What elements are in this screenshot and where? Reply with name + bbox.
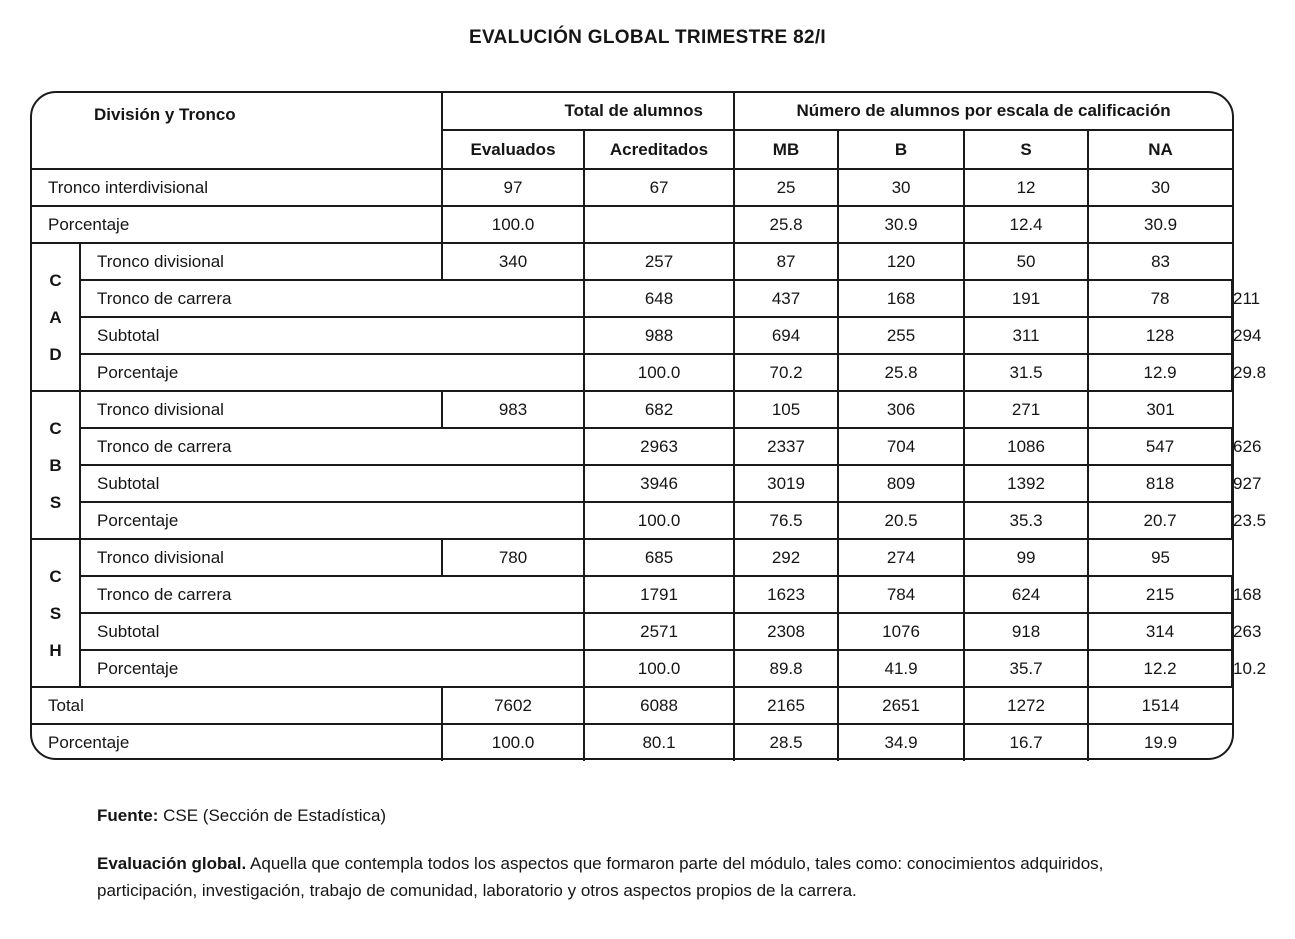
value-cell: 311	[964, 317, 1088, 354]
value-cell: 2963	[584, 428, 734, 465]
row-label: Porcentaje	[32, 724, 442, 761]
value-cell: 34.9	[838, 724, 964, 761]
value-cell: 25.8	[734, 206, 838, 243]
row-label: Subtotal	[80, 465, 584, 502]
value-cell: 685	[584, 539, 734, 576]
division-letter: C	[49, 566, 62, 586]
division-group-label	[32, 243, 80, 391]
value-cell: 83	[1088, 243, 1232, 280]
totals-row	[32, 724, 1232, 761]
value-cell: 1623	[734, 576, 838, 613]
division-letter: D	[49, 344, 62, 364]
division-letter: A	[49, 307, 62, 327]
row-label: Porcentaje	[32, 206, 442, 243]
division-row: Porcentaje 100.0 76.5 20.5 35.3 20.7 23.5	[32, 502, 1232, 539]
row-label: Porcentaje	[80, 354, 584, 391]
value-cell: 35.3	[964, 502, 1088, 539]
value-cell: 255	[838, 317, 964, 354]
value-cell: 20.7	[1088, 502, 1232, 539]
value-cell: 274	[838, 539, 964, 576]
value-cell: 784	[838, 576, 964, 613]
value-cell: 12.4	[964, 206, 1088, 243]
value-cell: 12.9	[1088, 354, 1232, 391]
value-cell: 3946	[584, 465, 734, 502]
value-cell: 87	[734, 243, 838, 280]
row-label: Tronco de carrera	[80, 576, 584, 613]
value-cell: 120	[838, 243, 964, 280]
row-label: Porcentaje	[80, 502, 584, 539]
value-cell: 271	[964, 391, 1088, 428]
value-cell: 12	[964, 169, 1088, 206]
column-header-s: S	[964, 130, 1088, 169]
value-cell: 988	[584, 317, 734, 354]
value-cell: 1272	[964, 687, 1088, 724]
value-cell: 1514	[1088, 687, 1232, 724]
value-cell: 6088	[584, 687, 734, 724]
division-row	[32, 539, 1232, 576]
value-cell: 30.9	[1088, 206, 1232, 243]
division-row: Subtotal 3946 3019 809 1392 818 927	[32, 465, 1232, 502]
value-cell: 2337	[734, 428, 838, 465]
value-cell: 257	[584, 243, 734, 280]
division-group-label	[32, 391, 80, 539]
value-cell: 30.9	[838, 206, 964, 243]
definition-note	[97, 850, 1207, 904]
value-cell: 314	[1088, 613, 1232, 650]
row-label: Porcentaje	[80, 650, 584, 687]
row-label: Tronco divisional	[80, 391, 442, 428]
value-cell: 25	[734, 169, 838, 206]
division-row	[32, 243, 1232, 280]
value-cell: 2571	[584, 613, 734, 650]
value-cell: 19.9	[1088, 724, 1232, 761]
value-cell: 28.5	[734, 724, 838, 761]
division-row: Tronco de carrera 1791 1623 784 624 215 168	[32, 576, 1232, 613]
division-row: Porcentaje 100.0 70.2 25.8 31.5 12.9 29.8	[32, 354, 1232, 391]
value-cell: 301	[1088, 391, 1232, 428]
value-cell: 31.5	[964, 354, 1088, 391]
value-cell: 76.5	[734, 502, 838, 539]
value-cell: 2651	[838, 687, 964, 724]
value-cell: 918	[964, 613, 1088, 650]
value-cell: 30	[838, 169, 964, 206]
value-cell: 35.7	[964, 650, 1088, 687]
value-cell: 100.0	[442, 724, 584, 761]
value-cell: 3019	[734, 465, 838, 502]
division-letter: C	[49, 270, 62, 290]
division-letter: B	[49, 455, 62, 475]
value-cell: 215	[1088, 576, 1232, 613]
row-label: Tronco divisional	[80, 539, 442, 576]
value-cell: 89.8	[734, 650, 838, 687]
value-cell	[584, 206, 734, 243]
value-cell: 1076	[838, 613, 964, 650]
totals-row	[32, 687, 1232, 724]
division-row: Tronco de carrera 2963 2337 704 1086 547 626	[32, 428, 1232, 465]
value-cell: 2308	[734, 613, 838, 650]
division-row: Porcentaje 100.0 89.8 41.9 35.7 12.2 10.2	[32, 650, 1232, 687]
definition-label: Evaluación global.	[97, 854, 247, 873]
row-label: Tronco divisional	[80, 243, 442, 280]
row-label: Total	[32, 687, 442, 724]
value-cell: 25.8	[838, 354, 964, 391]
value-cell: 30	[1088, 169, 1232, 206]
value-cell: 95	[1088, 539, 1232, 576]
value-cell: 780	[442, 539, 584, 576]
division-row	[32, 391, 1232, 428]
evaluation-table	[32, 93, 1267, 761]
value-cell: 292	[734, 539, 838, 576]
value-cell: 20.5	[838, 502, 964, 539]
value-cell: 818	[1088, 465, 1232, 502]
total-alumnos-header: Total de alumnos	[442, 93, 734, 130]
evaluation-table-frame	[30, 91, 1267, 760]
row-label: Subtotal	[80, 317, 584, 354]
value-cell: 100.0	[442, 206, 584, 243]
value-cell: 50	[964, 243, 1088, 280]
interdivisional-row	[32, 206, 1232, 243]
value-cell: 168	[838, 280, 964, 317]
value-cell: 16.7	[964, 724, 1088, 761]
value-cell: 624	[964, 576, 1088, 613]
value-cell: 100.0	[584, 502, 734, 539]
division-letter: H	[49, 640, 62, 660]
value-cell: 1791	[584, 576, 734, 613]
division-letter: C	[49, 418, 62, 438]
value-cell: 704	[838, 428, 964, 465]
scale-header: Número de alumnos por escala de calificación	[734, 93, 1232, 130]
value-cell: 100.0	[584, 650, 734, 687]
value-cell: 437	[734, 280, 838, 317]
value-cell: 99	[964, 539, 1088, 576]
value-cell: 1086	[964, 428, 1088, 465]
division-row: Tronco de carrera 648 437 168 191 78 211	[32, 280, 1232, 317]
value-cell: 648	[584, 280, 734, 317]
value-cell: 191	[964, 280, 1088, 317]
column-header-mb: MB	[734, 130, 838, 169]
row-label: Tronco de carrera	[80, 280, 584, 317]
value-cell: 694	[734, 317, 838, 354]
value-cell: 340	[442, 243, 584, 280]
row-label: Tronco interdivisional	[32, 169, 442, 206]
value-cell: 97	[442, 169, 584, 206]
value-cell: 12.2	[1088, 650, 1232, 687]
value-cell: 80.1	[584, 724, 734, 761]
source-note	[97, 806, 386, 826]
header-row-groups	[32, 93, 1232, 130]
interdivisional-row	[32, 169, 1232, 206]
source-label: Fuente:	[97, 806, 159, 825]
value-cell: 128	[1088, 317, 1232, 354]
value-cell: 2165	[734, 687, 838, 724]
source-text: CSE (Sección de Estadística)	[158, 806, 387, 825]
division-letter: S	[49, 603, 62, 623]
value-cell: 306	[838, 391, 964, 428]
value-cell: 983	[442, 391, 584, 428]
row-label: Tronco de carrera	[80, 428, 584, 465]
column-header-acreditados: Acreditados	[584, 130, 734, 169]
value-cell: 70.2	[734, 354, 838, 391]
division-group-label	[32, 539, 80, 687]
column-header-evaluados: Evaluados	[442, 130, 584, 169]
value-cell: 105	[734, 391, 838, 428]
division-header: División y Tronco	[32, 93, 442, 169]
column-header-b: B	[838, 130, 964, 169]
division-row: Subtotal 988 694 255 311 128 294	[32, 317, 1232, 354]
division-letter: S	[49, 492, 62, 512]
division-row: Subtotal 2571 2308 1076 918 314 263	[32, 613, 1232, 650]
value-cell: 547	[1088, 428, 1232, 465]
value-cell: 809	[838, 465, 964, 502]
page-title: EVALUCIÓN GLOBAL TRIMESTRE 82/I	[469, 27, 826, 48]
row-label: Subtotal	[80, 613, 584, 650]
definition-text: Aquella que contempla todos los aspectos que formaron parte del módulo, tales como: conocimientos adquiridos, participación, investigación, trabajo de comunidad, laboratorio y otros aspectos propios de la carrera.	[97, 854, 1104, 900]
value-cell: 41.9	[838, 650, 964, 687]
value-cell: 682	[584, 391, 734, 428]
column-header-na: NA	[1088, 130, 1232, 169]
value-cell: 1392	[964, 465, 1088, 502]
value-cell: 67	[584, 169, 734, 206]
value-cell: 7602	[442, 687, 584, 724]
value-cell: 78	[1088, 280, 1232, 317]
value-cell: 100.0	[584, 354, 734, 391]
